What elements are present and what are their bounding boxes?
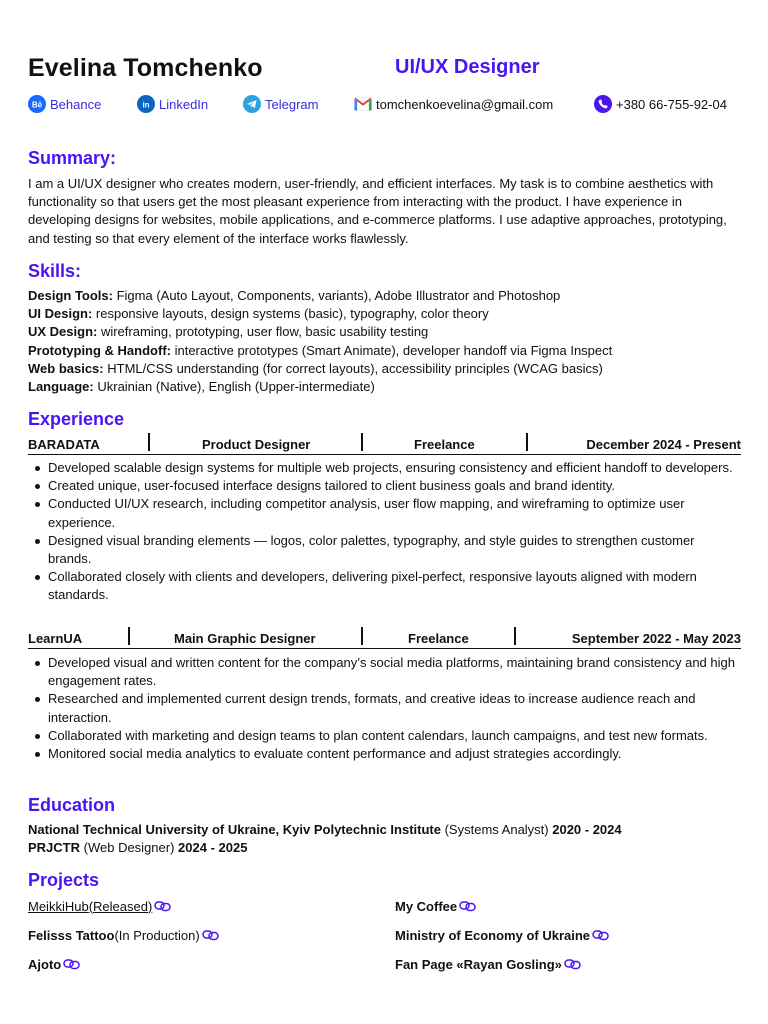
education-item xyxy=(28,839,741,857)
skill-row xyxy=(28,360,741,378)
linkedin-label: LinkedIn xyxy=(159,96,209,112)
skill-value: Figma (Auto Layout, Components, variants), Adobe Illustrator and Photoshop xyxy=(112,288,561,303)
job-header-baradata xyxy=(28,435,741,455)
project-name: My Coffee xyxy=(395,898,458,914)
linkedin-link[interactable] xyxy=(137,94,208,114)
skill-label: UI Design: xyxy=(28,306,93,322)
divider xyxy=(361,433,363,451)
project-name: Ajoto xyxy=(28,956,62,972)
school-name: National Technical University of Ukraine, Kyiv Polytechnic Institute xyxy=(28,822,441,837)
link-icon xyxy=(202,929,220,941)
skill-value: responsive layouts, design systems (basic), typography, color theory xyxy=(92,306,489,322)
link-icon xyxy=(459,900,477,912)
email-link[interactable] xyxy=(354,94,553,114)
project-meikkihub[interactable] xyxy=(28,897,172,915)
skill-row xyxy=(28,378,741,396)
phone-label: +380 66-755-92-04 xyxy=(616,96,727,112)
project-name: Fan Page «Rayan Gosling» xyxy=(395,956,562,972)
person-name: Evelina Tomchenko xyxy=(28,54,263,82)
summary-title: Summary: xyxy=(28,148,117,168)
skill-value: HTML/CSS understanding (for correct layouts), accessibility principles (WCAG basics) xyxy=(103,360,603,376)
gmail-icon xyxy=(354,97,372,111)
job-position: Product Designer xyxy=(202,437,311,452)
skill-label: Web basics: xyxy=(28,360,104,376)
telegram-label: Telegram xyxy=(265,96,319,112)
job-company: LearnUA xyxy=(28,631,83,646)
school-detail: (Web Designer) xyxy=(80,840,179,856)
telegram-icon xyxy=(243,95,261,113)
job-header-learnua xyxy=(28,629,741,649)
list-item: Collaborated with marketing and design teams to plan content calendars, launch campaigns, and test new formats. xyxy=(28,727,741,745)
list-item: Designed visual branding elements — logos, color palettes, typography, and style guides to strengthen customer brands. xyxy=(28,532,741,568)
divider xyxy=(361,627,363,645)
job-company: BARADATA xyxy=(28,437,100,452)
job-type: Freelance xyxy=(414,437,475,452)
skills-list xyxy=(28,287,741,396)
behance-icon xyxy=(28,95,46,113)
job-dates: December 2024 - Present xyxy=(586,437,741,452)
skill-row xyxy=(28,323,741,341)
behance-link[interactable] xyxy=(28,94,101,114)
project-felisss-tattoo[interactable] xyxy=(28,926,220,944)
job-type: Freelance xyxy=(408,631,469,646)
svg-text:in: in xyxy=(142,100,150,110)
link-icon xyxy=(154,900,172,912)
skill-label: UX Design: xyxy=(28,324,98,340)
skill-row xyxy=(28,287,741,305)
skill-row xyxy=(28,305,741,323)
skill-label: Design Tools: xyxy=(28,288,113,303)
list-item: Researched and implemented current design trends, formats, and creative ideas to increase audience reach and interaction. xyxy=(28,690,741,726)
link-icon xyxy=(564,958,582,970)
project-my-coffee[interactable] xyxy=(395,897,477,915)
education-item xyxy=(28,821,741,839)
school-detail: (Systems Analyst) xyxy=(440,822,553,837)
project-name: MeikkiHub xyxy=(28,898,89,914)
behance-label: Behance xyxy=(50,96,102,112)
link-icon xyxy=(592,929,610,941)
project-name: Felisss Tattoo xyxy=(28,927,115,943)
phone-icon xyxy=(594,95,612,113)
list-item: Collaborated closely with clients and developers, delivering pixel-perfect, responsive layouts aligned with modern standards. xyxy=(28,568,741,604)
skill-value: Ukrainian (Native), English (Upper-intermediate) xyxy=(93,379,375,395)
school-years: 2024 - 2025 xyxy=(178,840,248,856)
header xyxy=(28,54,741,84)
list-item: Monitored social media analytics to evaluate content performance and adjust strategies accordingly. xyxy=(28,745,741,763)
skill-value: interactive prototypes (Smart Animate), developer handoff via Figma Inspect xyxy=(170,342,613,358)
divider xyxy=(128,627,130,645)
skill-label: Language: xyxy=(28,379,94,395)
job-bullets-learnua xyxy=(28,654,741,763)
svg-text:Bē: Bē xyxy=(31,100,43,110)
school-name: PRJCTR xyxy=(28,840,81,856)
job-dates: September 2022 - May 2023 xyxy=(571,631,741,646)
experience-title: Experience xyxy=(28,409,125,429)
job-bullets-baradata xyxy=(28,459,741,605)
divider xyxy=(526,433,528,451)
project-status: (In Production) xyxy=(114,927,200,943)
project-fan-page[interactable] xyxy=(395,955,582,973)
project-name: Ministry of Economy of Ukraine xyxy=(395,927,591,943)
skills-title: Skills: xyxy=(28,261,82,281)
link-icon xyxy=(63,958,81,970)
telegram-link[interactable] xyxy=(243,94,318,114)
list-item: Developed visual and written content for the company’s social media platforms, maintaining brand consistency and high engagement rates. xyxy=(28,654,741,690)
list-item: Conducted UI/UX research, including competitor analysis, user flow mapping, and wireframing to optimize user experience. xyxy=(28,495,741,531)
job-position: Main Graphic Designer xyxy=(174,631,316,646)
skill-row xyxy=(28,342,741,360)
project-status: (Released) xyxy=(88,898,153,914)
phone-link[interactable] xyxy=(594,94,727,114)
education-title: Education xyxy=(28,795,116,815)
divider xyxy=(514,627,516,645)
list-item: Developed scalable design systems for multiple web projects, ensuring consistency and efficient handoff to developers. xyxy=(28,459,741,477)
project-ministry-economy[interactable] xyxy=(395,926,610,944)
skill-value: wireframing, prototyping, user flow, basic usability testing xyxy=(97,324,429,340)
divider xyxy=(148,433,150,451)
projects-title: Projects xyxy=(28,870,100,890)
project-ajoto[interactable] xyxy=(28,955,81,973)
contacts-row xyxy=(28,94,741,114)
education-list xyxy=(28,821,741,857)
email-label: tomchenkoevelina@gmail.com xyxy=(376,96,554,112)
list-item: Created unique, user-focused interface designs tailored to client business goals and brand identity. xyxy=(28,477,741,495)
linkedin-icon xyxy=(137,95,155,113)
job-title: UI/UX Designer xyxy=(395,56,540,78)
school-years: 2020 - 2024 xyxy=(552,822,622,837)
summary-text: I am a UI/UX designer who creates modern, user-friendly, and efficient interfaces. My task is to combine aesthetics with functionality so that users get the most pleasant experience from interacting with the product. I have experience in developing designs for websites, mobile applications, and e-commerce platforms. I use adaptive approaches, prototyping, and testing so that every element of the interface works flawlessly. xyxy=(28,176,727,246)
skill-label: Prototyping & Handoff: xyxy=(28,342,171,358)
